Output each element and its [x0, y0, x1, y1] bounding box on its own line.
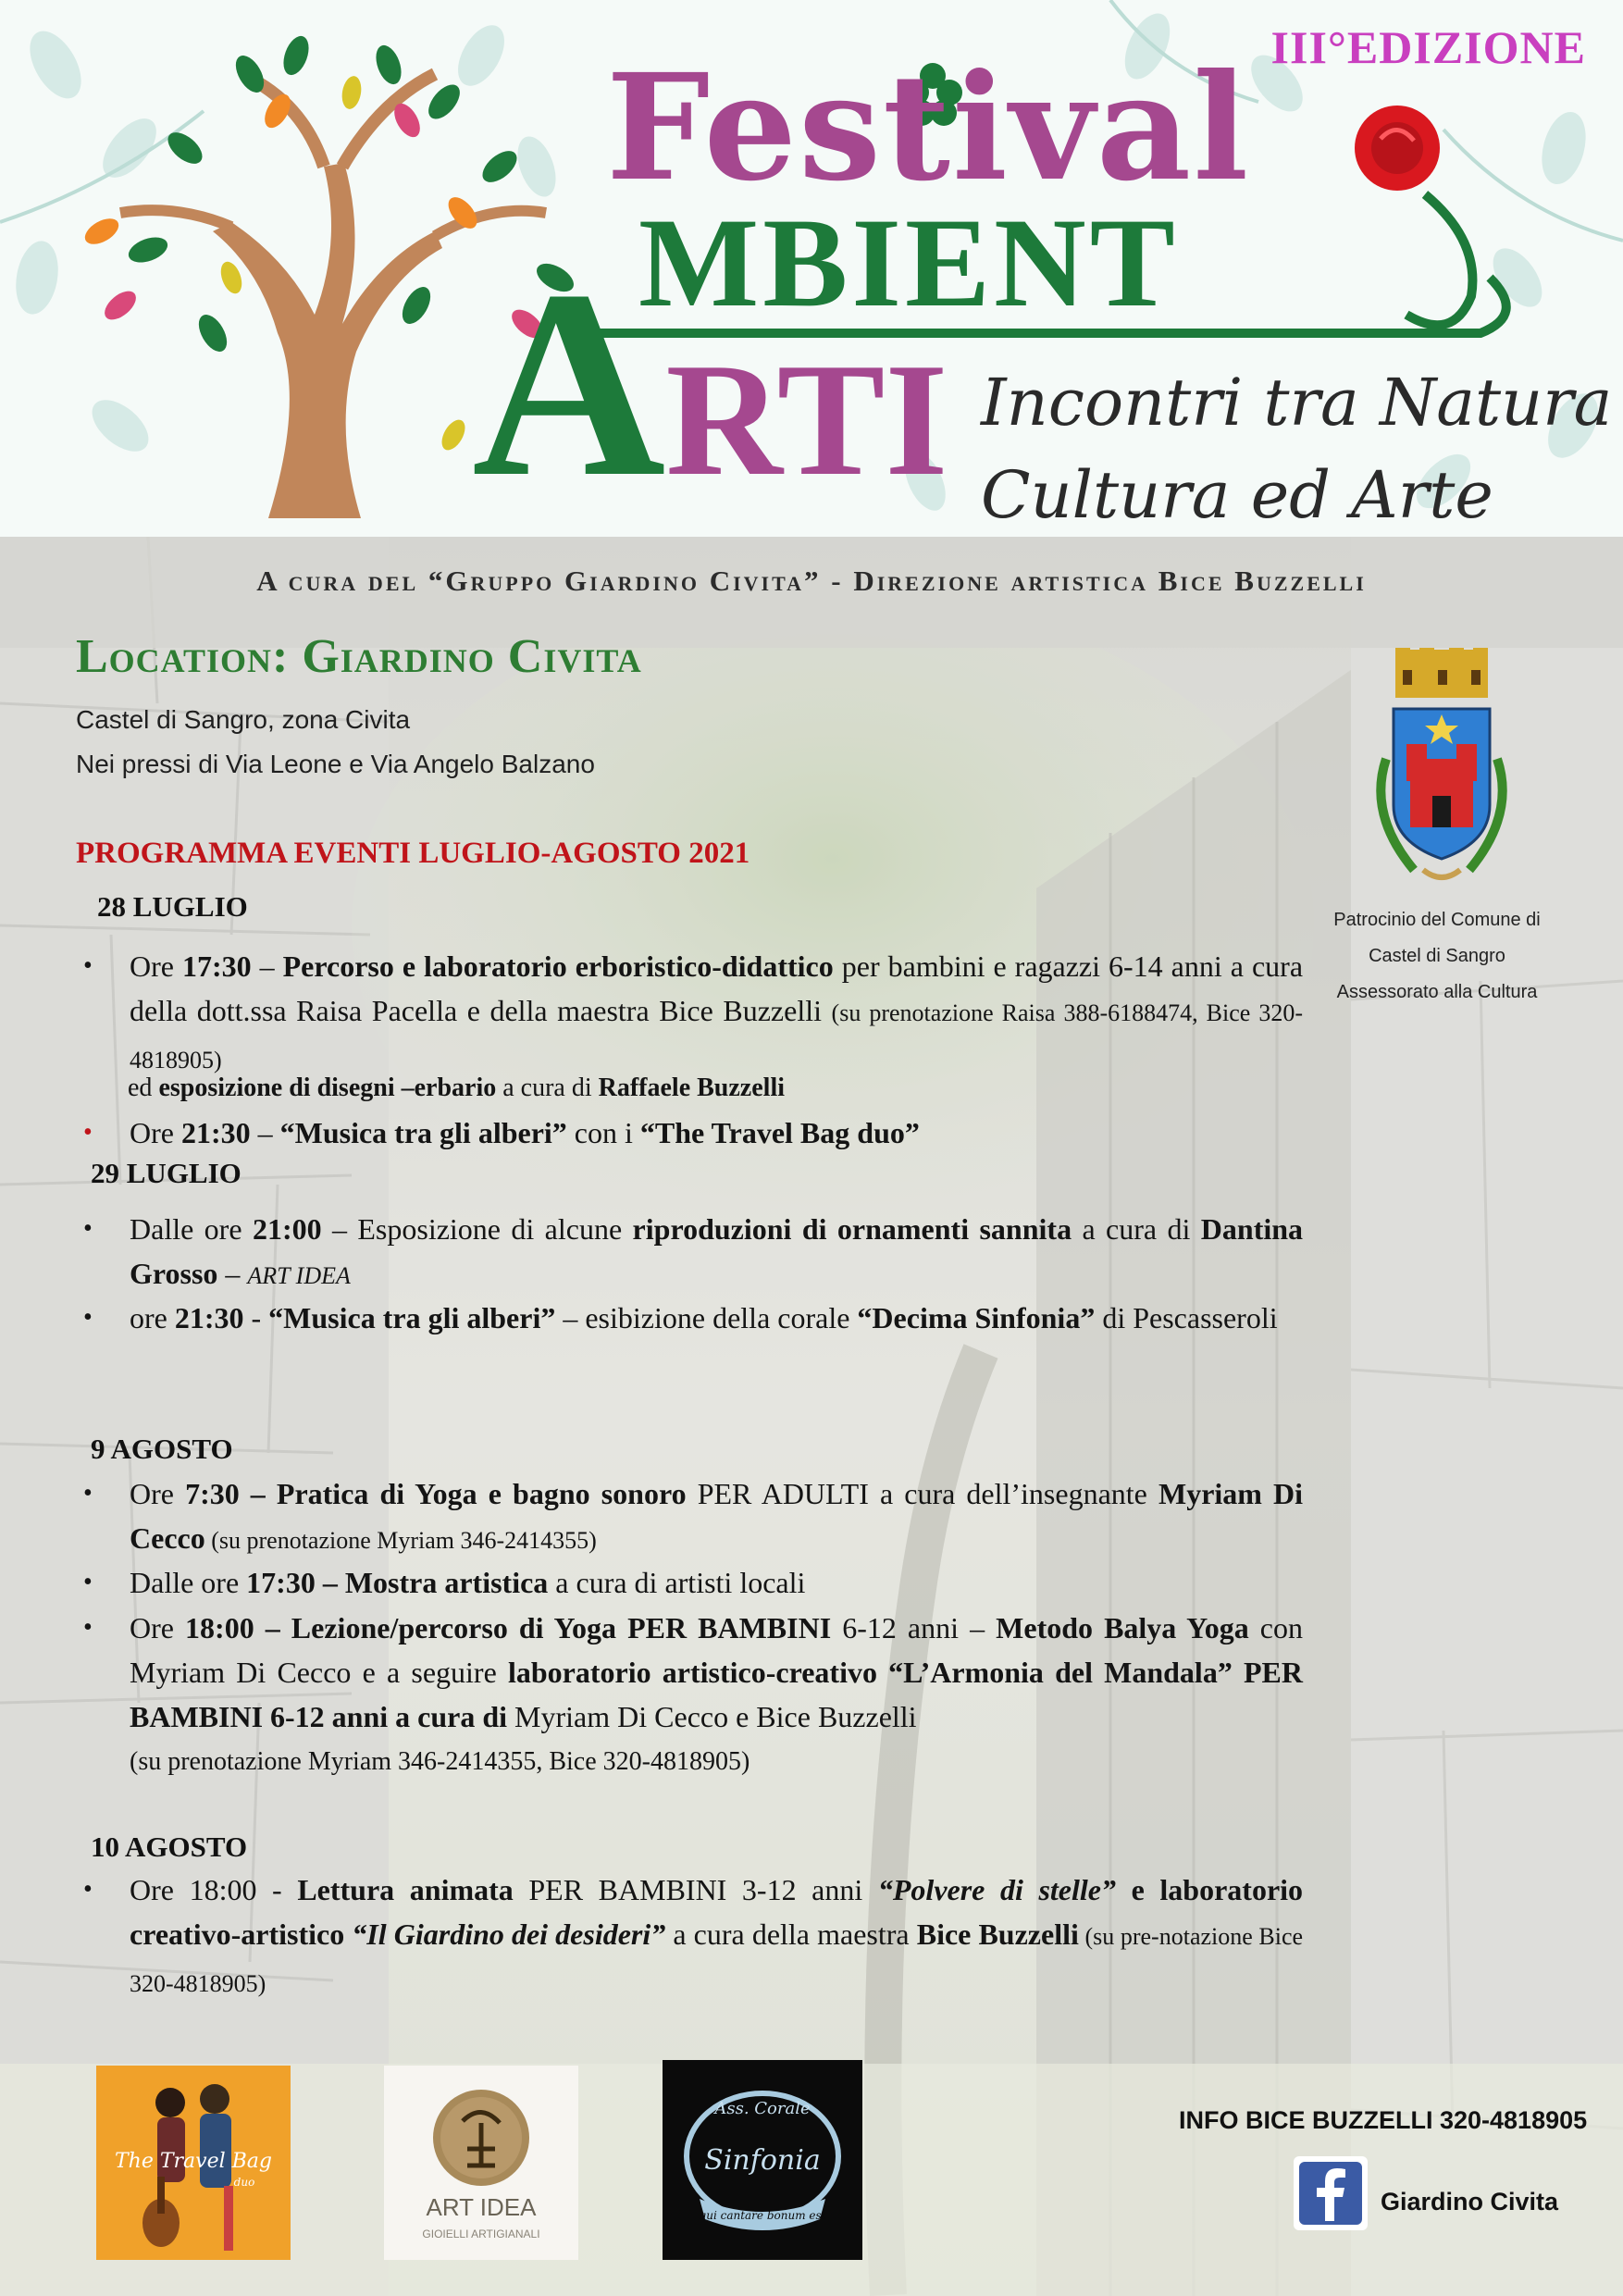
corale-logo-bottom: qui cantare bonum est [699, 2209, 826, 2222]
art-idea-logo-text: ART IDEA [426, 2193, 537, 2221]
facebook-icon[interactable] [1294, 2156, 1368, 2230]
bullet-icon: • [83, 1118, 93, 1147]
travel-bag-duo-logo [96, 2066, 291, 2260]
corale-sinfonia-logo [663, 2060, 862, 2260]
bullet-icon: • [83, 1875, 93, 1904]
arti-letters-rti: RTI [665, 329, 948, 509]
ambient-title: MBIENT [638, 192, 1179, 333]
bullet-icon: • [83, 1214, 93, 1243]
subtitle-line-1: Incontri tra Natura [981, 365, 1613, 441]
festival-title: Festival [606, 43, 1251, 214]
location-title: Location: Giardino Civita [76, 630, 642, 683]
event-note: (su prenotazione Myriam 346-2414355, Bice 320-4818905) [130, 1747, 750, 1776]
header-banner [0, 0, 1623, 537]
organizer-tagline: A cura del “Gruppo Giardino Civita” - Direzione artistica Bice Buzzelli [256, 565, 1367, 597]
event-subitem: ed esposizione di disegni –erbario a cura di Raffaele Buzzelli [128, 1074, 785, 1102]
day-heading: 29 LUGLIO [91, 1157, 242, 1189]
event-item: • Ore 7:30 – Pratica di Yoga e bagno sonoro PER ADULTI a cura dell’insegnante Myriam Di Cecco (su prenotazione Myriam 346-2414355) [130, 1471, 1303, 1563]
event-item: • Ore 18:00 – Lezione/percorso di Yoga PER BAMBINI 6-12 anni – Metodo Balya Yoga con Myriam Di Cecco e a seguire laboratorio artistico-creativo “L’Armonia del Mandala” PER BAMBINI 6-12 anni a cura di Myriam Di Cecco e Bice Buzzelli [130, 1606, 1303, 1739]
patronage-line-1: Patrocinio del Comune di [1333, 910, 1541, 930]
day-heading: 10 AGOSTO [91, 1831, 248, 1863]
art-idea-logo-sub: GIOIELLI ARTIGIANALI [422, 2228, 540, 2240]
event-item: • Ore 21:30 – “Musica tra gli alberi” con i “The Travel Bag duo” [130, 1111, 1303, 1155]
contact-info: INFO BICE BUZZELLI 320-4818905 [1179, 2106, 1588, 2134]
arti-letter-a: A [472, 235, 666, 532]
corale-logo-top: Ass. Corale [714, 2099, 811, 2118]
patronage-line-2: Castel di Sangro [1369, 946, 1505, 966]
patronage-note [1312, 902, 1562, 1011]
event-item: • Dalle ore 17:30 – Mostra artistica a cura di artisti locali [130, 1560, 1303, 1605]
location-address-2: Nei pressi di Via Leone e Via Angelo Balzano [76, 750, 595, 778]
subtitle-line-2: Cultura ed Arte [981, 457, 1493, 533]
patronage-line-3: Assessorato alla Cultura [1336, 982, 1538, 1002]
corale-logo-mid: Sinfonia [704, 2144, 821, 2177]
location-address-1: Castel di Sangro, zona Civita [76, 705, 411, 734]
bullet-icon: • [83, 1613, 93, 1642]
day-heading: 9 AGOSTO [91, 1433, 233, 1465]
facebook-page-link[interactable]: Giardino Civita [1381, 2188, 1559, 2215]
event-item: • Ore 18:00 - Lettura animata PER BAMBINI 3-12 anni “Polvere di stelle” e laboratorio creativo-artistico “Il Giardino dei desideri” a cura della maestra Bice Buzzelli (su pre-notazione Bice 320-4818905) [130, 1868, 1303, 2006]
bullet-icon: • [83, 951, 93, 980]
program-title: PROGRAMMA EVENTI LUGLIO-AGOSTO 2021 [76, 837, 750, 870]
bullet-icon: • [83, 1568, 93, 1596]
bullet-icon: • [83, 1479, 93, 1508]
event-item: • ore 21:30 - “Musica tra gli alberi” – esibizione della corale “Decima Sinfonia” di Pescasseroli [130, 1296, 1303, 1340]
event-item: • Dalle ore 21:00 – Esposizione di alcune riproduzioni di ornamenti sannita a cura di Dantina Grosso – ART IDEA [130, 1207, 1303, 1298]
rose-ornament [1355, 105, 1472, 325]
bullet-icon: • [83, 1303, 93, 1332]
travel-bag-logo-text: The Travel Bag [114, 2150, 273, 2173]
event-item: • Ore 17:30 – Percorso e laboratorio erboristico-didattico per bambini e ragazzi 6-14 anni a cura della dott.ssa Raisa Pacella e della maestra Bice Buzzelli (su prenotazione Raisa 388-6188474, Bice 320-4818905) [130, 944, 1303, 1083]
castel-di-sangro-crest [1358, 648, 1525, 888]
edition-badge: III°EDIZIONE [1270, 21, 1586, 73]
art-idea-logo [384, 2066, 578, 2260]
day-heading: 28 LUGLIO [97, 890, 248, 923]
travel-bag-logo-sub: duo [233, 2176, 255, 2189]
arti-title [472, 235, 948, 532]
